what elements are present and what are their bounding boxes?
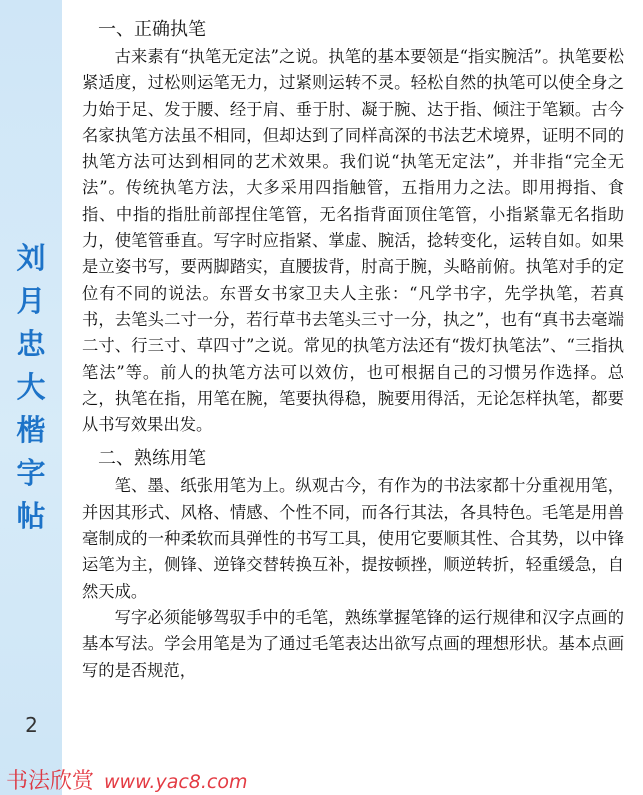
paragraph-correct-grip: 古来素有“执笔无定法”之说。执笔的基本要领是“指实腕活”。执笔要松紧适度，过松则运笔无力，过紧则运转不灵。轻松自然的执笔可以使全身之力始于足、发于腰、经于肩、垂于肘、凝于腕、达于指、倾注于笔颖。古今名家执笔方法虽不相同，但却达到了同样高深的书法艺术境界，证明不同的执笔方法可达到相同的艺术效果。我们说“执笔无定法”，并非指“完全无法”。传统执笔方法，大多采用四指触管，五指用力之法。即用拇指、食指、中指的指肚前部捏住笔管，无名指背面顶住笔管，小指紧靠无名指助力，使笔管垂直。写字时应指紧、掌虚、腕活，捻转变化，运转自如。如果是立姿书写，要两脚踏实，直腰拔背，肘高于腕，头略前俯。执笔对手的定位有不同的说法。东晋女书家卫夫人主张：“凡学书字，先学执笔，若真书，去笔头二寸一分，若行草书去笔头三寸一分，执之”，也有“真书去毫端二寸、行三寸、草四寸”之说。常见的执笔方法还有“拨灯执笔法”、“三指执笔法”等。前人的执笔方法可以效仿，也可根据自己的习惯另作选择。总之，执笔在指，用笔在腕，笔要执得稳，腕要用得活，无论怎样执笔，都要从书写效果出发。 bbox=[82, 47, 624, 435]
book-title-char: 忠 bbox=[16, 327, 46, 361]
watermark-site-name: 书法欣赏 bbox=[6, 769, 95, 794]
book-title-char: 大 bbox=[16, 370, 46, 404]
book-title-char: 楷 bbox=[16, 413, 46, 447]
book-title-char: 刘 bbox=[16, 241, 46, 275]
sidebar-band bbox=[0, 0, 62, 795]
paragraph-brushwork-1: 笔、墨、纸张用笔为上。纵观古今，有作为的书法家都十分重视用笔，并因其形式、风格、情感、个性不同，而各行其法，各具特色。毛笔是用兽毫制成的一种柔软而具弹性的书写工具，使用它要顺其性、合其势，以中锋运笔为主，侧锋、逆锋交替转换互补，提按顿挫，顺逆转折，轻重缓急，自然天成。 bbox=[82, 476, 624, 601]
book-title-char: 帖 bbox=[16, 499, 46, 533]
page-number: 2 bbox=[25, 713, 39, 737]
site-watermark bbox=[6, 764, 248, 795]
book-title-vertical bbox=[8, 237, 54, 538]
page-body bbox=[82, 16, 624, 684]
section-heading-correct-grip: 一、正确执笔 bbox=[98, 19, 206, 40]
watermark-url: www.yac8.com bbox=[104, 771, 248, 793]
book-title-char: 月 bbox=[16, 284, 46, 318]
section-heading-skilled-brushwork: 二、熟练用笔 bbox=[98, 448, 206, 470]
paragraph-brushwork-2: 写字必须能够驾驭手中的毛笔，熟练掌握笔锋的运行规律和汉字点画的基本写法。学会用笔是为了通过毛笔表达出欲写点画的理想形状。基本点画写的是否规范， bbox=[82, 607, 624, 680]
book-title-char: 字 bbox=[16, 456, 46, 490]
